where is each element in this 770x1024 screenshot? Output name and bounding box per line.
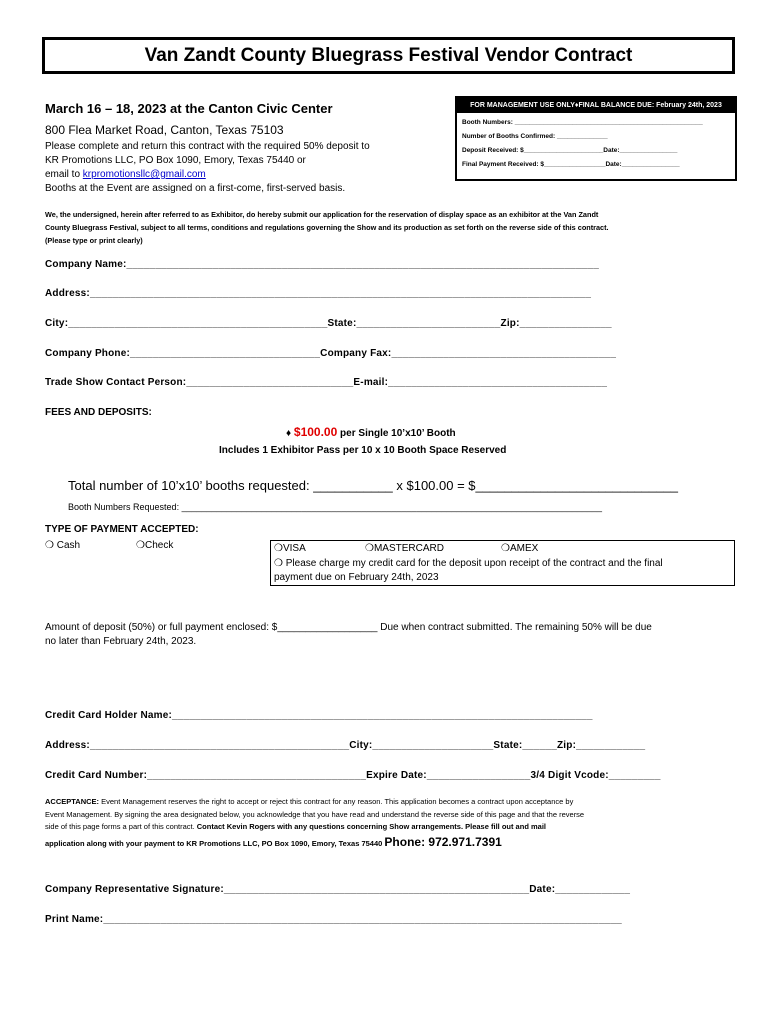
acceptance-paragraph: [45, 796, 584, 850]
signature-field[interactable]: Company Representative Signature:_____________________________________________________Date:_____________: [45, 884, 631, 895]
charge-line-2: payment due on February 24th, 2023: [274, 572, 439, 583]
charge-line-1: Please charge my credit card for the deposit upon receipt of the contract and the final: [285, 558, 663, 569]
intro-line-1: We, the undersigned, herein after referred to as Exhibitor, do hereby submit our application for the reservation of display space as an exhibitor at the Van Zandt: [45, 210, 599, 219]
contact-email-field[interactable]: Trade Show Contact Person:_____________________________E-mail:______________________________________: [45, 377, 608, 388]
diamond-bullet-icon: ♦: [286, 428, 292, 439]
booth-price: $100.00: [293, 425, 338, 439]
deposit-line-1[interactable]: Amount of deposit (50%) or full payment enclosed: $__________________ Due when contract submitted. The remaining 50% will be due: [45, 622, 652, 633]
mastercard-label: MASTERCARD: [373, 543, 444, 554]
print-name-field[interactable]: Print Name:__________________________________________________________________________________________: [45, 914, 622, 925]
city-state-zip-field[interactable]: City:_____________________________________________State:_________________________Zip:________________: [45, 318, 612, 329]
acceptance-line-2: Event Management. By signing the area designated below, you acknowledge that you have read and understand the reverse side of this page and that the reverse: [45, 809, 585, 819]
management-use-box: [455, 96, 737, 181]
management-header: FOR MANAGEMENT USE ONLY♦FINAL BALANCE DUE: February 24th, 2023: [457, 98, 735, 113]
deposit-paragraph: [45, 621, 652, 649]
check-option[interactable]: [136, 540, 173, 551]
card-holder-field[interactable]: Credit Card Holder Name:_________________________________________________________________________: [45, 710, 593, 721]
phone-fax-field[interactable]: Company Phone:_________________________________Company Fax:_______________________________________: [45, 348, 617, 359]
acceptance-line-4: application along with your payment to KR Promotions LLC, PO Box 1090, Emory, Texas 75440: [45, 838, 383, 848]
credit-card-options-box: [270, 540, 735, 586]
payment-heading: TYPE OF PAYMENT ACCEPTED:: [45, 524, 199, 535]
cash-label: Cash: [56, 540, 81, 551]
booth-numbers-requested[interactable]: Booth Numbers Requested: ____________________________________________________________________________________: [68, 502, 603, 512]
card-address-field[interactable]: Address:_____________________________________________City:_____________________State:______Zip:____________: [45, 740, 646, 751]
acceptance-label: ACCEPTANCE:: [45, 797, 100, 806]
radio-circle-icon[interactable]: ❍: [274, 558, 283, 569]
booth-price-suffix: per Single 10’x10’ Booth: [337, 428, 456, 439]
mgmt-deposit-received: Deposit Received: $______________________Date:________________: [462, 147, 678, 154]
acceptance-line-3b: Contact Kevin Rogers with any questions concerning Show arrangements. Please fill out and mail: [196, 822, 546, 831]
intro-line-2: County Bluegrass Festival, subject to all terms, conditions and regulations governing the Show and its production as set forth on the reverse side of this contract.: [45, 223, 609, 232]
event-instructions: [45, 140, 370, 196]
company-name-field[interactable]: Company Name:__________________________________________________________________________________: [45, 259, 599, 270]
total-booths-line[interactable]: Total number of 10’x10’ booths requested: ___________ x $100.00 = $____________________________: [68, 478, 678, 493]
address-field[interactable]: Address:_______________________________________________________________________________________: [45, 288, 592, 299]
amex-option[interactable]: [501, 543, 538, 554]
acceptance-line-3a: side of this page forms a part of this contract.: [45, 822, 197, 831]
card-number-field[interactable]: Credit Card Number:______________________________________Expire Date:__________________3/4 Digit Vcode:_________: [45, 770, 661, 781]
email-link[interactable]: krpromotionsllc@gmail.com: [82, 169, 206, 180]
check-label: Check: [144, 540, 174, 551]
instruction-line-1: Please complete and return this contract with the required 50% deposit to: [45, 141, 370, 152]
mgmt-final-payment: Final Payment Received: $_________________Date:________________: [462, 161, 680, 168]
visa-label: VISA: [282, 543, 306, 554]
mgmt-booth-numbers: Booth Numbers: ____________________________________________________: [462, 119, 703, 126]
mgmt-booths-confirmed: Number of Booths Confirmed: ______________: [462, 133, 608, 140]
contact-phone: Phone: 972.971.7391: [384, 834, 502, 849]
price-line: [286, 425, 456, 439]
booths-note: Booths at the Event are assigned on a first-come, first-served basis.: [45, 183, 346, 194]
fees-heading: FEES AND DEPOSITS:: [45, 407, 152, 418]
event-address: 800 Flea Market Road, Canton, Texas 75103: [45, 123, 284, 137]
radio-circle-icon[interactable]: ❍: [136, 540, 145, 551]
deposit-line-2: no later than February 24th, 2023.: [45, 636, 197, 647]
includes-line: Includes 1 Exhibitor Pass per 10 x 10 Booth Space Reserved: [219, 445, 507, 456]
acceptance-line-1: Event Management reserves the right to accept or reject this contract for any reason. This application becomes a contract upon acceptance by: [99, 797, 574, 806]
mastercard-option[interactable]: [365, 543, 444, 554]
amex-label: AMEX: [509, 543, 539, 554]
event-dates: March 16 – 18, 2023 at the Canton Civic Center: [45, 101, 333, 116]
intro-line-3: (Please type or print clearly): [45, 236, 143, 245]
instruction-line-3: [45, 168, 370, 182]
intro-paragraph: [45, 208, 609, 247]
radio-circle-icon[interactable]: ❍: [501, 543, 510, 554]
contract-title: Van Zandt County Bluegrass Festival Vendor Contract: [42, 37, 735, 74]
charge-card-option[interactable]: [274, 557, 663, 585]
radio-circle-icon[interactable]: ❍: [274, 543, 283, 554]
cash-option[interactable]: [45, 540, 80, 551]
radio-circle-icon[interactable]: ❍: [365, 543, 374, 554]
visa-option[interactable]: [274, 543, 306, 554]
radio-circle-icon[interactable]: ❍: [45, 540, 54, 551]
instruction-line-2: KR Promotions LLC, PO Box 1090, Emory, Texas 75440 or: [45, 155, 306, 166]
email-prefix: email to: [45, 169, 83, 180]
